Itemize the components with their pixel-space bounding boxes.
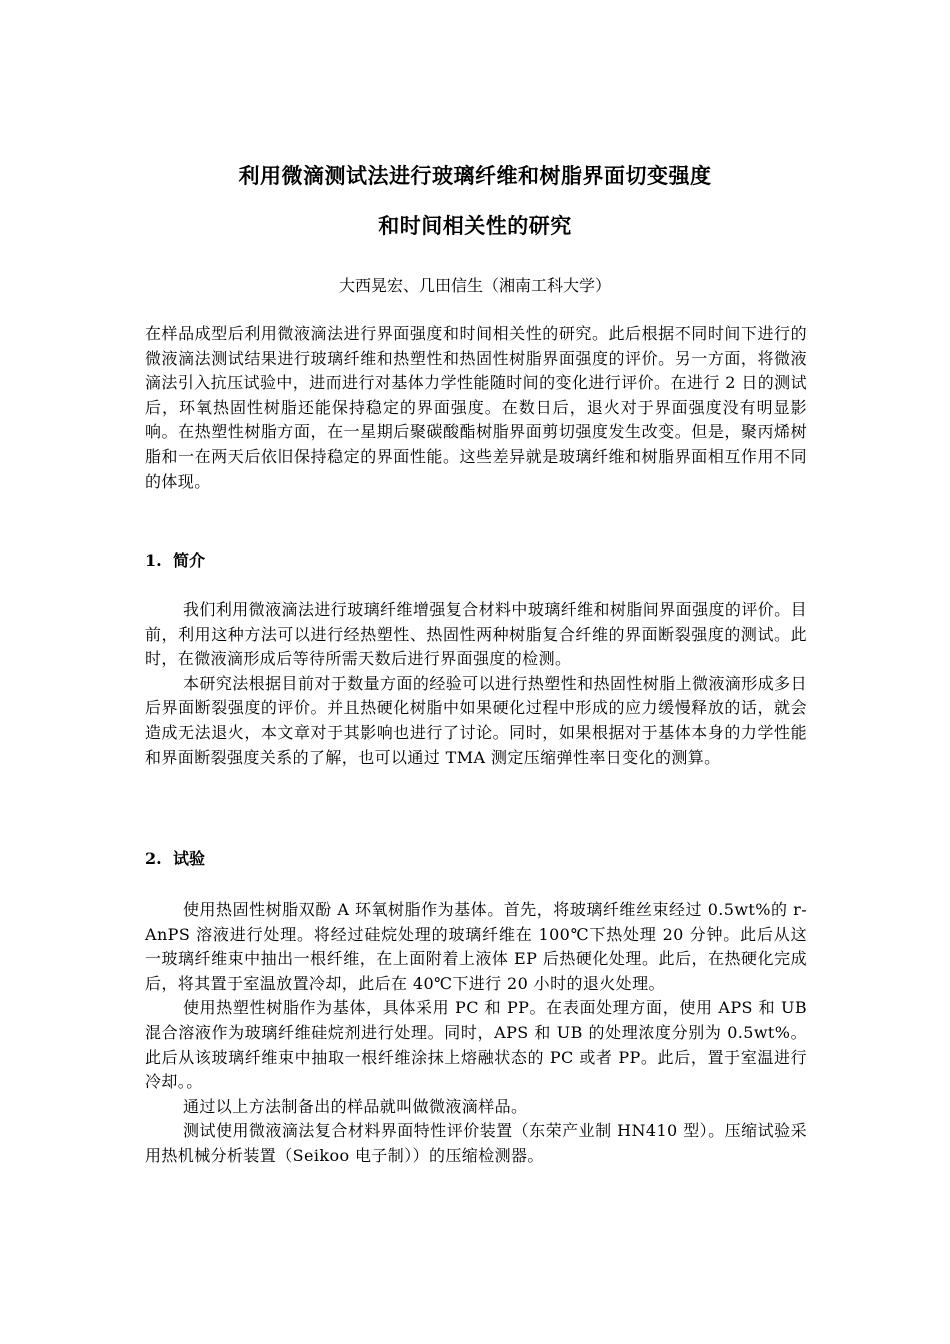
paragraph: 使用热固性树脂双酚 A 环氧树脂作为基体。首先，将玻璃纤维丝束经过 0.5wt%的 r-AnPS 溶液进行处理。将经过硅烷处理的玻璃纤维在 100℃下热处理 20 分钟。此后从这一玻璃纤维束中抽出一根纤维，在上面附着上液体 EP 后热硬化处理。此后，在热硬化完成后，将其置于室温放置冷却，此后在 40℃下进行 20 小时的退火处理。 [145,900,807,993]
section-number: 2. [145,849,162,868]
paragraph: 通过以上方法制备出的样品就叫做微液滴样品。 [183,1096,528,1116]
section-title: 简介 [173,551,206,570]
paper-title-line-2: 和时间相关性的研究 [378,213,572,238]
section-heading-introduction [145,550,205,572]
section-number: 1. [145,551,162,570]
paper-title-line-1: 利用微滴测试法进行玻璃纤维和树脂界面切变强度 [238,163,712,188]
paragraph: 本研究法根据目前对于数量方面的经验可以进行热塑性和热固性树脂上微液滴形成多日后界面断裂强度的评价。并且热硬化树脂中如果硬化过程中形成的应力缓慢释放的话，就会造成无法退火，本文章对于其影响也进行了讨论。同时，如果根据对于基体本身的力学性能和界面断裂强度关系的了解，也可以通过 TMA 测定压缩弹性率日变化的测算。 [145,673,807,767]
section-body-introduction [145,598,807,770]
author-affiliation: 大西晃宏、几田信生（湘南工科大学） [338,276,611,295]
section-heading-experiment [145,848,205,870]
abstract [145,322,807,494]
paragraph: 使用热塑性树脂作为基体，具体采用 PC 和 PP。在表面处理方面，使用 APS 和 UB 混合溶液作为玻璃纤维硅烷剂进行处理。同时，APS 和 UB 的处理浓度分别为 0.5wt%。此后从该玻璃纤维束中抽取一根纤维涂抹上熔融状态的 PC 或者 PP。此后，置于室温进行冷却。。 [145,998,807,1092]
section-body-experiment [145,898,807,1169]
paragraph: 我们利用微液滴法进行玻璃纤维增强复合材料中玻璃纤维和树脂间界面强度的评价。目前，利用这种方法可以进行经热塑性、热固性两种树脂复合纤维的界面断裂强度的测试。此时，在微液滴形成后等待所需天数后进行界面强度的检测。 [145,600,807,669]
section-title: 试验 [173,849,206,868]
abstract-text: 在样品成型后利用微液滴法进行界面强度和时间相关性的研究。此后根据不同时间下进行的微液滴法测试结果进行玻璃纤维和热塑性和热固性树脂界面强度的评价。另一方面，将微液滴法引入抗压试验中，进而进行对基体力学性能随时间的变化进行评价。在进行 2 日的测试后，环氧热固性树脂还能保持稳定的界面强度。在数日后，退火对于界面强度没有明显影响。在热塑性树脂方面，在一星期后聚碳酸酯树脂界面剪切强度发生改变。但是，聚丙烯树脂和一在两天后依旧保持稳定的界面性能。这些差异就是玻璃纤维和树脂界面相互作用不同的体现。 [145,324,807,491]
paragraph: 测试使用微液滴法复合材料界面特性评价装置（东荣产业制 HN410 型）。压缩试验采用热机械分析装置（Seikoo 电子制））的压缩检测器。 [145,1121,807,1165]
